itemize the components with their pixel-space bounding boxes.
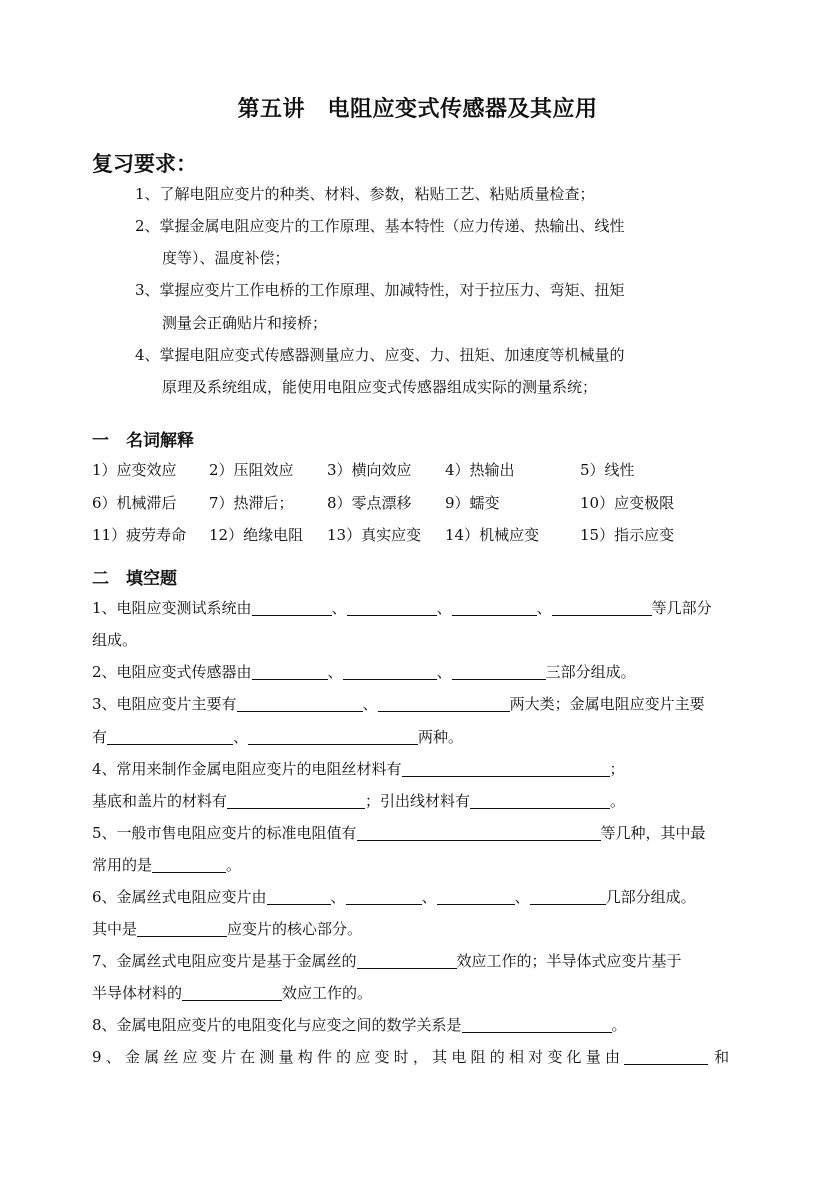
review-item-4-cont: 原理及系统组成，能使用电阻应变式传感器组成实际的测量系统； bbox=[162, 378, 598, 396]
answer-blank[interactable] bbox=[437, 888, 515, 905]
review-item-1: 1、了解电阻应变片的种类、材料、参数，粘贴工艺、粘贴质量检查； bbox=[135, 185, 595, 203]
question-5-line-2 bbox=[92, 855, 241, 875]
answer-blank[interactable] bbox=[530, 888, 606, 905]
question-6-line-1 bbox=[92, 887, 696, 907]
question-1-line-1 bbox=[92, 598, 712, 618]
question-text: 等几部分 bbox=[651, 599, 712, 617]
answer-blank[interactable] bbox=[227, 792, 365, 809]
question-text: 基底和盖片的材料有 bbox=[92, 792, 228, 810]
answer-blank[interactable] bbox=[452, 663, 546, 680]
section1-heading: 一 名词解释 bbox=[92, 431, 194, 451]
question-text: 2、电阻应变式传感器由 bbox=[92, 663, 252, 681]
answer-blank[interactable] bbox=[137, 920, 227, 937]
question-text: 有 bbox=[92, 728, 108, 746]
question-text: 6、金属丝式电阻应变片由 bbox=[92, 888, 267, 906]
term-item: 10）应变极限 bbox=[580, 494, 675, 512]
term-item: 11）疲劳寿命 bbox=[92, 526, 187, 544]
question-text: 3、电阻应变片主要有 bbox=[92, 695, 237, 713]
section2-heading: 二 填空题 bbox=[92, 569, 177, 589]
question-5-line-1 bbox=[92, 823, 706, 843]
separator: 、 bbox=[436, 599, 452, 617]
answer-blank[interactable] bbox=[248, 728, 418, 745]
term-item: 12）绝缘电阻 bbox=[209, 526, 304, 544]
question-text: 效应工作的。 bbox=[282, 984, 373, 1002]
question-text: 。 bbox=[611, 1016, 627, 1034]
answer-blank[interactable] bbox=[267, 888, 331, 905]
answer-blank[interactable] bbox=[452, 599, 537, 616]
answer-blank[interactable] bbox=[357, 824, 601, 841]
answer-blank[interactable] bbox=[252, 663, 328, 680]
question-text: 等几种，其中最 bbox=[600, 824, 706, 842]
question-text: ；引出线材料有 bbox=[365, 792, 471, 810]
question-text: 应变片的核心部分。 bbox=[227, 920, 363, 938]
question-text: 。 bbox=[610, 792, 626, 810]
separator: 、 bbox=[536, 599, 552, 617]
term-item: 3）横向效应 bbox=[327, 461, 412, 479]
question-text: 效应工作的；半导体式应变片基于 bbox=[456, 952, 682, 970]
question-4-line-1 bbox=[92, 759, 625, 779]
answer-blank[interactable] bbox=[552, 599, 652, 616]
answer-blank[interactable] bbox=[346, 888, 422, 905]
question-text: 1、电阻应变测试系统由 bbox=[92, 599, 252, 617]
review-item-4: 4、掌握电阻应变式传感器测量应力、应变、力、扭矩、加速度等机械量的 bbox=[135, 346, 625, 364]
answer-blank[interactable] bbox=[182, 984, 282, 1001]
term-item: 2）压阻效应 bbox=[209, 461, 294, 479]
term-item: 14）机械应变 bbox=[445, 526, 540, 544]
term-item: 6）机械滞后 bbox=[92, 494, 177, 512]
page-title: 第五讲 电阻应变式传感器及其应用 bbox=[237, 96, 598, 122]
question-3-line-2 bbox=[92, 727, 463, 747]
answer-blank[interactable] bbox=[107, 728, 233, 745]
question-text: 4、常用来制作金属电阻应变片的电阻丝材料有 bbox=[92, 760, 402, 778]
separator: 、 bbox=[331, 599, 347, 617]
question-text: 几部分组成。 bbox=[605, 888, 696, 906]
answer-blank[interactable] bbox=[252, 599, 332, 616]
term-item: 7）热滞后； bbox=[209, 494, 294, 512]
question-7-line-2 bbox=[92, 983, 372, 1003]
review-item-3-cont: 测量会正确贴片和接桥； bbox=[162, 314, 328, 332]
answer-blank[interactable] bbox=[378, 695, 510, 712]
question-9-line-1 bbox=[92, 1047, 733, 1067]
answer-blank[interactable] bbox=[343, 663, 437, 680]
separator: 、 bbox=[514, 888, 530, 906]
question-3-line-1 bbox=[92, 694, 705, 714]
separator: 、 bbox=[421, 888, 437, 906]
review-heading: 复习要求： bbox=[92, 151, 197, 176]
question-1-line-2: 组成。 bbox=[92, 631, 138, 649]
question-text: 9、金属丝应变片在测量构件的应变时，其电阻的相对变化量由 bbox=[92, 1048, 625, 1066]
question-text: 其中是 bbox=[92, 920, 138, 938]
separator: 、 bbox=[436, 663, 452, 681]
separator: 、 bbox=[327, 663, 343, 681]
question-2-line-1 bbox=[92, 662, 636, 682]
answer-blank[interactable] bbox=[462, 1016, 612, 1033]
separator: 、 bbox=[233, 728, 249, 746]
question-text: 和 bbox=[714, 1048, 734, 1066]
question-4-line-2 bbox=[92, 791, 625, 811]
review-item-3: 3、掌握应变片工作电桥的工作原理、加减特性，对于拉压力、弯矩、扭矩 bbox=[135, 281, 625, 299]
question-text: 8、金属电阻应变片的电阻变化与应变之间的数学关系是 bbox=[92, 1016, 462, 1034]
question-text: 两种。 bbox=[418, 728, 464, 746]
answer-blank[interactable] bbox=[624, 1048, 708, 1065]
term-item: 5）线性 bbox=[580, 461, 635, 479]
answer-blank[interactable] bbox=[402, 760, 610, 777]
question-8-line-1 bbox=[92, 1015, 627, 1035]
answer-blank[interactable] bbox=[347, 599, 437, 616]
term-item: 15）指示应变 bbox=[580, 526, 675, 544]
review-item-2-cont: 度等）、温度补偿； bbox=[162, 249, 290, 267]
term-item: 1）应变效应 bbox=[92, 461, 177, 479]
review-item-2: 2、掌握金属电阻应变片的工作原理、基本特性（应力传递、热输出、线性 bbox=[135, 217, 625, 235]
question-6-line-2 bbox=[92, 919, 362, 939]
answer-blank[interactable] bbox=[152, 856, 226, 873]
question-text: 半导体材料的 bbox=[92, 984, 183, 1002]
term-item: 13）真实应变 bbox=[327, 526, 422, 544]
question-7-line-1 bbox=[92, 951, 682, 971]
question-text: 常用的是 bbox=[92, 856, 153, 874]
answer-blank[interactable] bbox=[357, 952, 457, 969]
question-text: ； bbox=[609, 760, 625, 778]
term-item: 8）零点漂移 bbox=[327, 494, 412, 512]
separator: 、 bbox=[330, 888, 346, 906]
question-text: 三部分组成。 bbox=[545, 663, 636, 681]
question-text: 7、金属丝式电阻应变片是基于金属丝的 bbox=[92, 952, 357, 970]
term-item: 4）热输出 bbox=[445, 461, 515, 479]
question-text: 5、一般市售电阻应变片的标准电阻值有 bbox=[92, 824, 357, 842]
separator: 、 bbox=[362, 695, 378, 713]
question-text: 两大类；金属电阻应变片主要 bbox=[509, 695, 705, 713]
term-item: 9）蠕变 bbox=[445, 494, 500, 512]
answer-blank[interactable] bbox=[470, 792, 610, 809]
answer-blank[interactable] bbox=[237, 695, 363, 712]
question-text: 。 bbox=[226, 856, 242, 874]
